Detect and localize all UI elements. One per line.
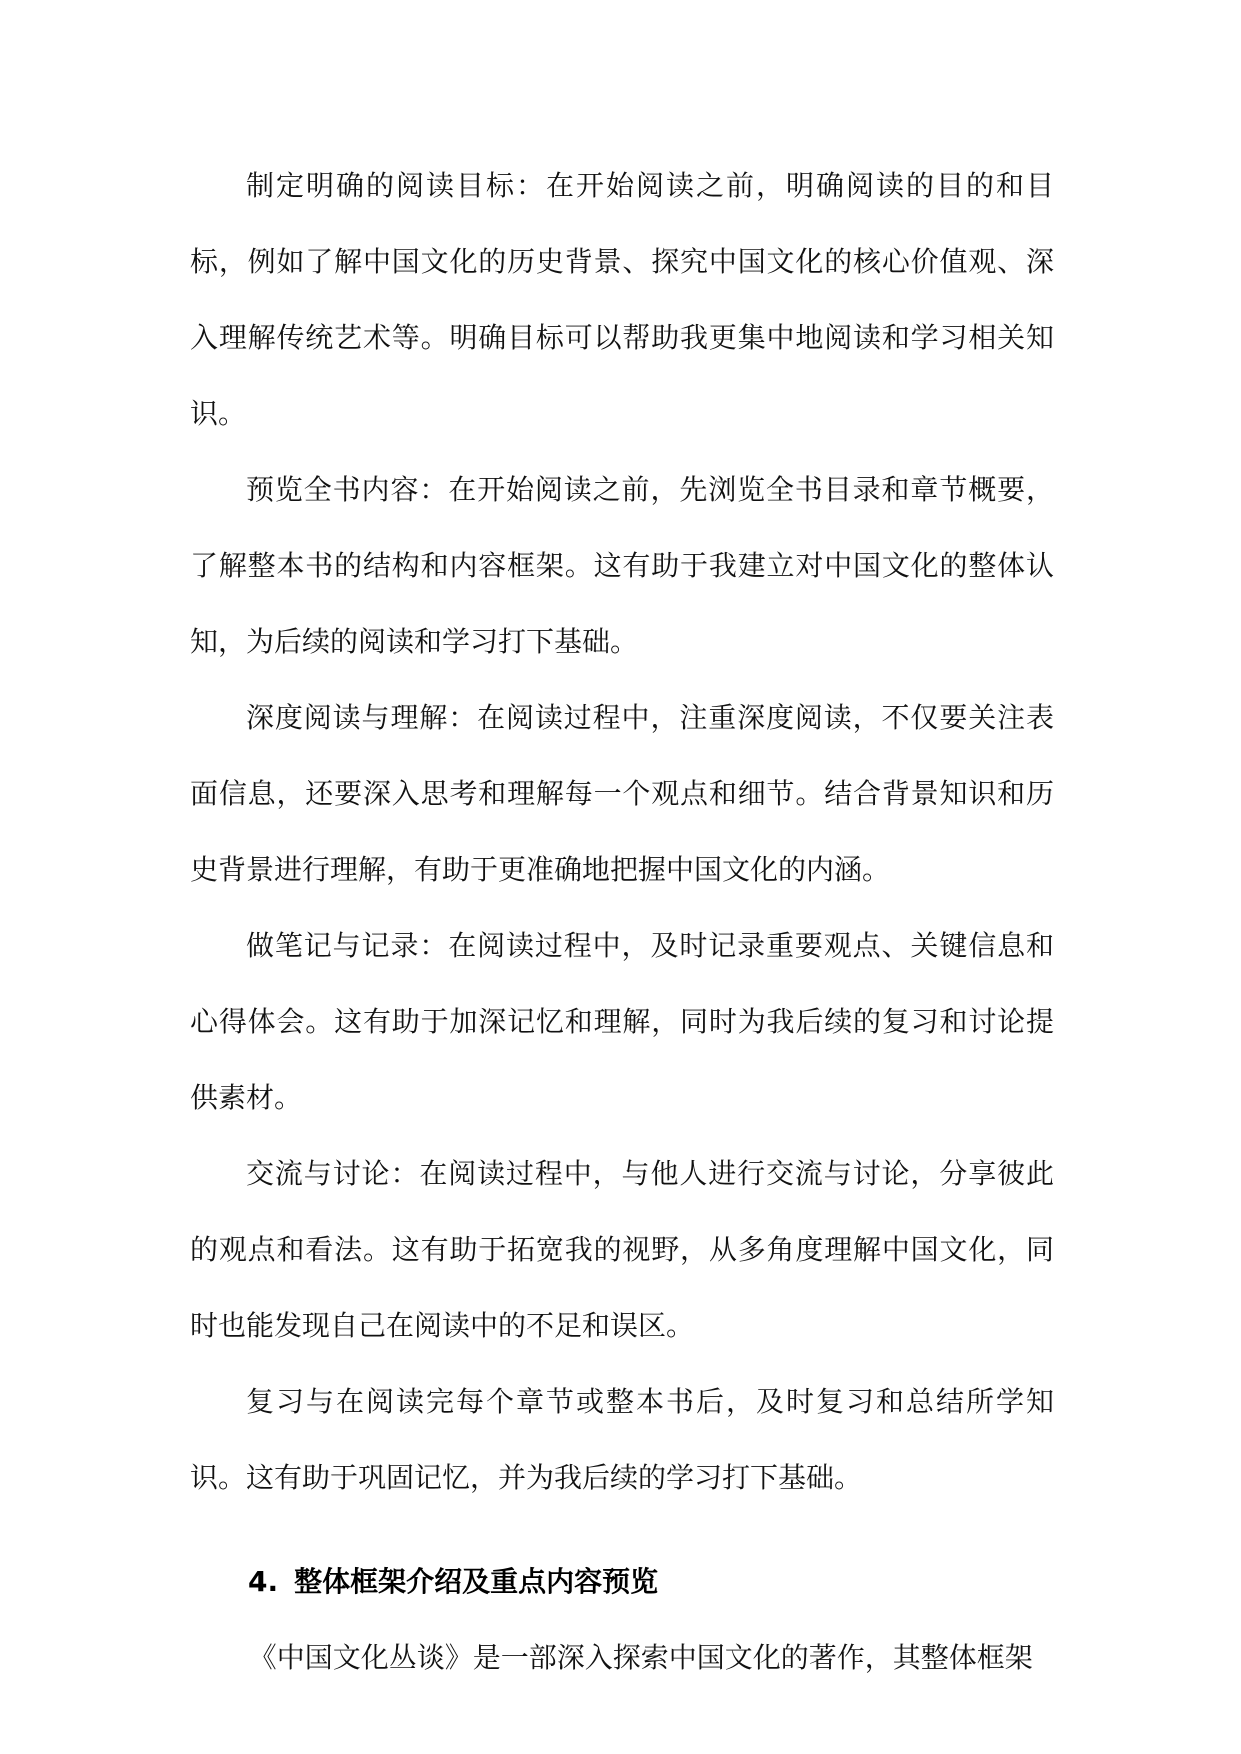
section-title: 整体框架介绍及重点内容预览: [294, 1565, 659, 1598]
paragraph-reading-goals: 制定明确的阅读目标：在开始阅读之前，明确阅读的目的和目标，例如了解中国文化的历史背景、探究中国文化的核心价值观、深入理解传统艺术等。明确目标可以帮助我更集中地阅读和学习相关知识。: [190, 169, 1054, 430]
paragraph-deep-reading: 深度阅读与理解：在阅读过程中，注重深度阅读，不仅要关注表面信息，还要深入思考和理解每一个观点和细节。结合背景知识和历史背景进行理解，有助于更准确地把握中国文化的内涵。: [190, 701, 1054, 886]
section-number: 4.: [248, 1565, 279, 1598]
paragraph-section-intro: 《中国文化丛谈》是一部深入探索中国文化的著作，其整体框架: [248, 1641, 1033, 1674]
section-heading: [190, 1544, 1054, 1620]
document-body: [190, 148, 1054, 1696]
paragraph-review: 复习与在阅读完每个章节或整本书后，及时复习和总结所学知识。这有助于巩固记忆，并为我后续的学习打下基础。: [190, 1385, 1054, 1494]
paragraph-preview-book: 预览全书内容：在开始阅读之前，先浏览全书目录和章节概要，了解整本书的结构和内容框架。这有助于我建立对中国文化的整体认知，为后续的阅读和学习打下基础。: [190, 473, 1054, 658]
paragraph-discussion: 交流与讨论：在阅读过程中，与他人进行交流与讨论，分享彼此的观点和看法。这有助于拓宽我的视野，从多角度理解中国文化，同时也能发现自己在阅读中的不足和误区。: [190, 1157, 1054, 1342]
paragraph-note-taking: 做笔记与记录：在阅读过程中，及时记录重要观点、关键信息和心得体会。这有助于加深记忆和理解，同时为我后续的复习和讨论提供素材。: [190, 929, 1054, 1114]
